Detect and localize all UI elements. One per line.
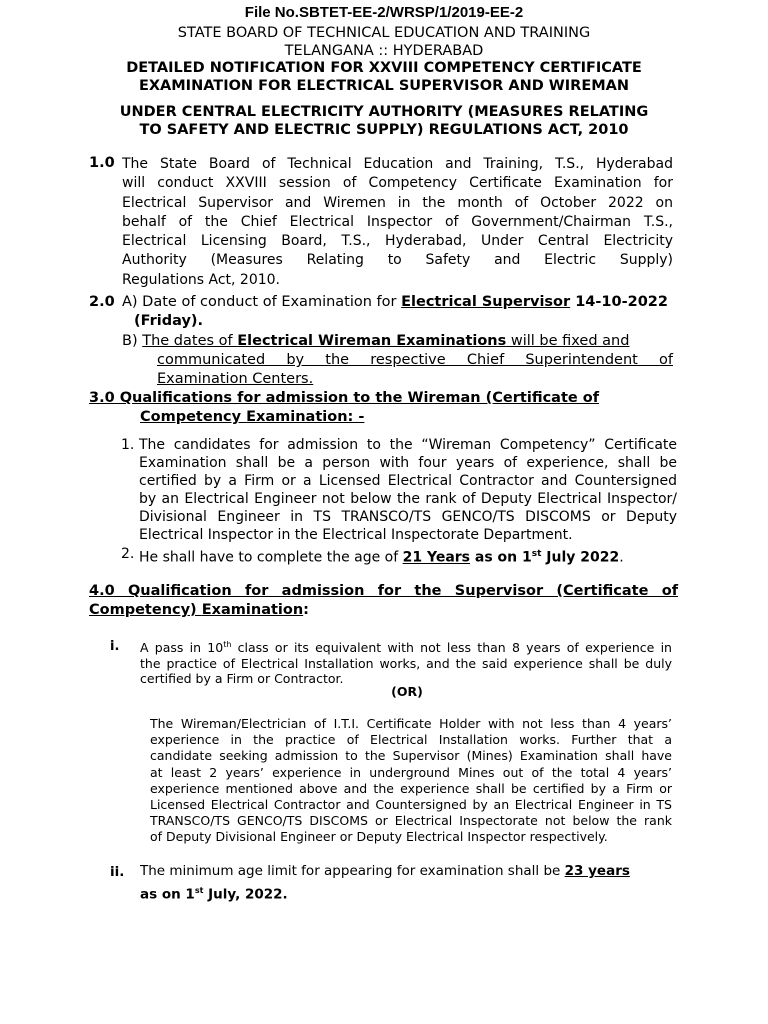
- section-4-item-i-sup: th: [223, 640, 232, 649]
- section-4-title-1: 4.0 Qualification for admission for the Supervisor (Certificate of: [89, 583, 678, 599]
- section-3-item-2-age: 21 Years: [402, 549, 471, 566]
- section-3-item-2-sup: st: [531, 549, 542, 559]
- section-3-item-1-line: The candidates for admission to the “Wireman Competency” Certificate: [139, 437, 677, 453]
- section-2-b-line2: communicated by the respective Chief Superintendent of: [157, 352, 673, 368]
- section-4-item-ii-line2a: as on 1: [140, 886, 195, 903]
- section-1-number: 1.0: [89, 155, 115, 171]
- section-1-line: behalf of the Chief Electrical Inspector of Government/Chairman T.S.,: [122, 213, 673, 230]
- section-4-item-ii-line2b: July, 2022.: [203, 886, 288, 903]
- section-4-item-i-line2: the practice of Electrical Installation works, and the said experience shall be duly: [140, 655, 672, 671]
- section-4-item-ii-number: ii.: [110, 864, 125, 880]
- section-4-alt-line: of Deputy Divisional Engineer or Deputy Electrical Inspector respectively.: [150, 829, 608, 845]
- section-2-b-line3: Examination Centers.: [157, 371, 314, 387]
- section-2-b-text2: will be fixed and: [506, 333, 630, 349]
- section-3-item-2-dot: .: [619, 549, 624, 566]
- section-4-alt-line: Licensed Electrical Contractor and Countersigned by an Electrical Engineer in TS: [150, 797, 672, 813]
- section-3-item-2-end: July 2022: [541, 549, 620, 566]
- section-2-a-prefix: A) Date of conduct of Examination for: [122, 294, 402, 310]
- section-3-item-1-line: certified by a Firm or a Licensed Electrical Contractor and Countersigned: [139, 473, 677, 489]
- section-1-line: will conduct XXVIII session of Competency Certificate Examination for: [122, 175, 673, 192]
- section-1-body: [122, 155, 673, 290]
- or-separator: (OR): [391, 684, 423, 699]
- section-4-item-ii-line2: [140, 881, 680, 905]
- section-4-alt-line: experience mentioned above and the experience shall be certified by a Firm or: [150, 780, 672, 796]
- section-2-b-label: B): [122, 333, 143, 349]
- section-3-title-2: [140, 408, 364, 427]
- section-2-a-exam: Electrical Supervisor: [401, 294, 571, 310]
- section-4-alt-line: The Wireman/Electrician of I.T.I. Certificate Holder with not less than 4 years’: [150, 716, 672, 731]
- section-4-title-2: [89, 601, 309, 620]
- file-number: File No.SBTET-EE-2/WRSP/1/2019-EE-2: [244, 4, 524, 21]
- section-3-item-1-number: 1.: [121, 437, 135, 453]
- section-4-item-i-line1a: A pass in 10: [140, 640, 224, 656]
- section-3-item-1-line: Examination shall be a person with four years of experience, shall be: [139, 455, 677, 471]
- act-title-1: UNDER CENTRAL ELECTRICITY AUTHORITY (MEASURES RELATING: [119, 104, 649, 120]
- section-3-item-1-line: Electrical Inspector in the Electrical Inspectorate Department.: [139, 527, 573, 543]
- act-title-2: TO SAFETY AND ELECTRIC SUPPLY) REGULATIONS ACT, 2010: [139, 122, 629, 138]
- section-4-alt-line: candidate seeking admission to the Supervisor (Mines) Examination shall have: [150, 748, 672, 764]
- section-4-alt-paragraph: [150, 716, 672, 846]
- section-2-a: [122, 293, 722, 312]
- section-4-title-2b: Examination: [201, 602, 304, 618]
- section-4-title-2a: Competency): [89, 602, 202, 618]
- section-4-item-i-number: i.: [110, 639, 120, 654]
- section-4-title-colon: :: [303, 602, 309, 618]
- section-4-alt-line: experience in the practice of Electrical Installation works. Further that a: [150, 732, 672, 748]
- section-1-line: Authority (Measures Relating to Safety and Electric Supply): [122, 252, 673, 269]
- section-4-item-ii: [140, 862, 680, 905]
- section-3-item-2-number: 2.: [121, 546, 135, 562]
- section-4-item-i-line3: certified by a Firm or Contractor.: [140, 671, 344, 687]
- section-3-item-1: [139, 436, 677, 544]
- board-name: STATE BOARD OF TECHNICAL EDUCATION AND TRAINING: [177, 25, 591, 41]
- section-2-b-text1: The dates of: [142, 333, 238, 349]
- notification-title-1: DETAILED NOTIFICATION FOR XXVIII COMPETENCY CERTIFICATE: [126, 60, 642, 76]
- section-3-item-1-line: Divisional Engineer in TS TRANSCO/TS GENCO/TS DISCOMS or Deputy: [139, 509, 677, 525]
- section-2-b-exam: Electrical Wireman Examinations: [237, 333, 507, 349]
- section-4-item-i-line1b: class or its equivalent with not less than 8 years of experience in: [231, 640, 672, 656]
- section-4-item-i: [140, 637, 672, 687]
- section-3-item-1-line: by an Electrical Engineer not below the rank of Deputy Electrical Inspector/: [139, 491, 677, 507]
- section-2-a-day: (Friday).: [134, 313, 204, 329]
- section-3-item-2: [139, 545, 624, 568]
- section-1-line: Electrical Supervisor and Wiremen in the month of October 2022 on: [122, 194, 673, 211]
- section-1-line: The State Board of Technical Education and Training, T.S., Hyderabad: [122, 156, 673, 172]
- notification-title-2: EXAMINATION FOR ELECTRICAL SUPERVISOR AND WIREMAN: [138, 78, 630, 94]
- section-1-line: Regulations Act, 2010.: [122, 271, 280, 288]
- section-4-item-ii-text: The minimum age limit for appearing for examination shall be: [140, 863, 565, 879]
- section-2-a-date: 14-10-2022: [570, 294, 668, 310]
- section-4-item-i-line1: [140, 637, 672, 656]
- section-3-item-2-text: He shall have to complete the age of: [139, 549, 403, 566]
- section-3-item-2-tail: as on 1: [470, 549, 532, 566]
- section-4-alt-line: at least 2 years’ experience in underground Mines out of the total 4 years’: [150, 764, 672, 780]
- section-1-line: Electrical Licensing Board, T.S., Hyderabad, Under Central Electricity: [122, 233, 673, 250]
- section-4-alt-line: TRANSCO/TS GENCO/TS DISCOMS or Electrical Inspectorate not below the rank: [150, 813, 672, 829]
- section-3-title-1: 3.0 Qualifications for admission to the Wireman (Certificate of: [89, 390, 600, 406]
- section-4-item-ii-line1: [140, 862, 680, 881]
- section-3-title-2a: Competency: [140, 409, 247, 425]
- section-2-b: [122, 332, 673, 351]
- section-3-title-2b: Examination: -: [246, 409, 365, 425]
- section-4-item-ii-age: 23 years: [564, 863, 630, 879]
- section-2-number: 2.0: [89, 294, 115, 310]
- board-location: TELANGANA :: HYDERABAD: [284, 43, 484, 59]
- section-4-item-ii-sup: st: [194, 886, 204, 896]
